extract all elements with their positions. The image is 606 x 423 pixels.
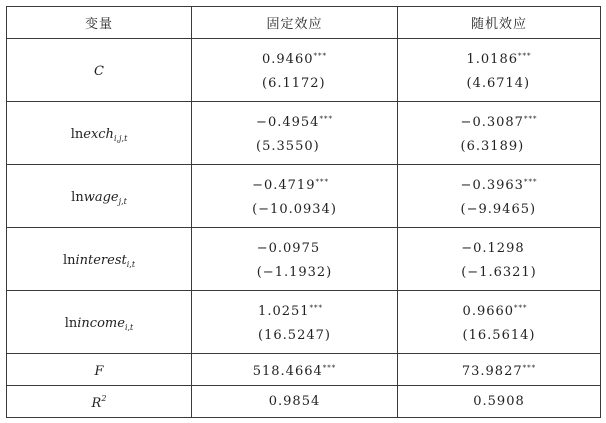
random-effect-cell xyxy=(398,102,601,165)
r-squared: 0.9854 xyxy=(268,393,321,409)
table-row xyxy=(7,39,601,102)
fixed-effect-cell xyxy=(192,354,398,386)
significance-stars: *** xyxy=(523,115,538,123)
coefficient: −0.3087*** xyxy=(460,115,538,130)
fixed-effect-cell xyxy=(192,386,398,418)
f-statistic: 518.4664*** xyxy=(252,363,337,379)
significance-stars: *** xyxy=(514,304,528,312)
fixed-effect-cell xyxy=(192,228,398,291)
table-row xyxy=(7,165,601,228)
variable-label: lnincome$_{i,t}$ xyxy=(64,316,134,332)
t-statistic: (4.6714) xyxy=(466,76,531,91)
variable-label: lnexch$_{i,j,t}$ xyxy=(70,127,128,143)
coefficient: −0.0975 xyxy=(256,241,321,256)
variable-cell xyxy=(7,228,192,291)
r-squared: 0.5908 xyxy=(473,393,525,409)
fixed-effect-cell xyxy=(192,39,398,102)
random-effect-cell xyxy=(398,354,601,386)
t-statistic: (6.1172) xyxy=(262,76,326,91)
random-effect-cell xyxy=(398,228,601,291)
regression-results-table xyxy=(6,6,601,418)
variable-label: lninterest$_{i,t}$ xyxy=(62,253,136,269)
variable-cell xyxy=(7,39,192,102)
t-statistic: (6.3189) xyxy=(460,139,525,154)
variable-cell xyxy=(7,165,192,228)
significance-stars: *** xyxy=(309,304,324,312)
table-row xyxy=(7,291,601,354)
header-random-effects: 随机效应 xyxy=(398,7,601,39)
random-effect-cell xyxy=(398,39,601,102)
significance-stars: *** xyxy=(518,52,532,60)
significance-stars: *** xyxy=(523,178,538,186)
coefficient: 0.9460*** xyxy=(262,52,327,67)
t-statistic: (−1.6321) xyxy=(461,265,537,280)
f-statistic: 73.9827*** xyxy=(461,363,537,379)
variable-cell xyxy=(7,386,192,418)
significance-stars: *** xyxy=(315,178,329,186)
t-statistic: (16.5614) xyxy=(462,328,536,343)
random-effect-cell xyxy=(398,291,601,354)
table-row xyxy=(7,102,601,165)
significance-stars: *** xyxy=(522,363,537,372)
table-row xyxy=(7,354,601,386)
t-statistic: (16.5247) xyxy=(258,328,331,343)
t-statistic: (−1.1932) xyxy=(256,265,333,280)
significance-stars: *** xyxy=(319,115,333,123)
header-row xyxy=(7,7,601,39)
header-fixed-effects: 固定效应 xyxy=(192,7,398,39)
random-effect-cell xyxy=(398,386,601,418)
significance-stars: *** xyxy=(322,363,337,372)
coefficient: −0.4954*** xyxy=(256,115,333,130)
table-row xyxy=(7,386,601,418)
coefficient: −0.4719*** xyxy=(252,178,329,193)
t-statistic: (−9.9465) xyxy=(460,202,537,217)
fixed-effect-cell xyxy=(192,165,398,228)
variable-cell xyxy=(7,354,192,386)
coefficient: −0.3963*** xyxy=(460,178,538,193)
header-variable: 变量 xyxy=(7,7,192,39)
t-statistic: (−10.0934) xyxy=(252,202,337,217)
variable-cell xyxy=(7,291,192,354)
coefficient: −0.1298 xyxy=(461,241,525,256)
fixed-effect-cell xyxy=(192,102,398,165)
significance-stars: *** xyxy=(313,52,327,60)
variable-label: F xyxy=(94,363,104,379)
coefficient: 0.9660*** xyxy=(462,304,528,319)
coefficient: 1.0186*** xyxy=(466,52,532,67)
fixed-effect-cell xyxy=(192,291,398,354)
table-row xyxy=(7,228,601,291)
coefficient: 1.0251*** xyxy=(258,304,324,319)
variable-label: lnwage$_{j,t}$ xyxy=(71,190,127,206)
t-statistic: (5.3550) xyxy=(256,139,320,154)
variable-label: C xyxy=(94,64,104,79)
random-effect-cell xyxy=(398,165,601,228)
variable-label: $R^2$ xyxy=(91,393,107,411)
variable-cell xyxy=(7,102,192,165)
